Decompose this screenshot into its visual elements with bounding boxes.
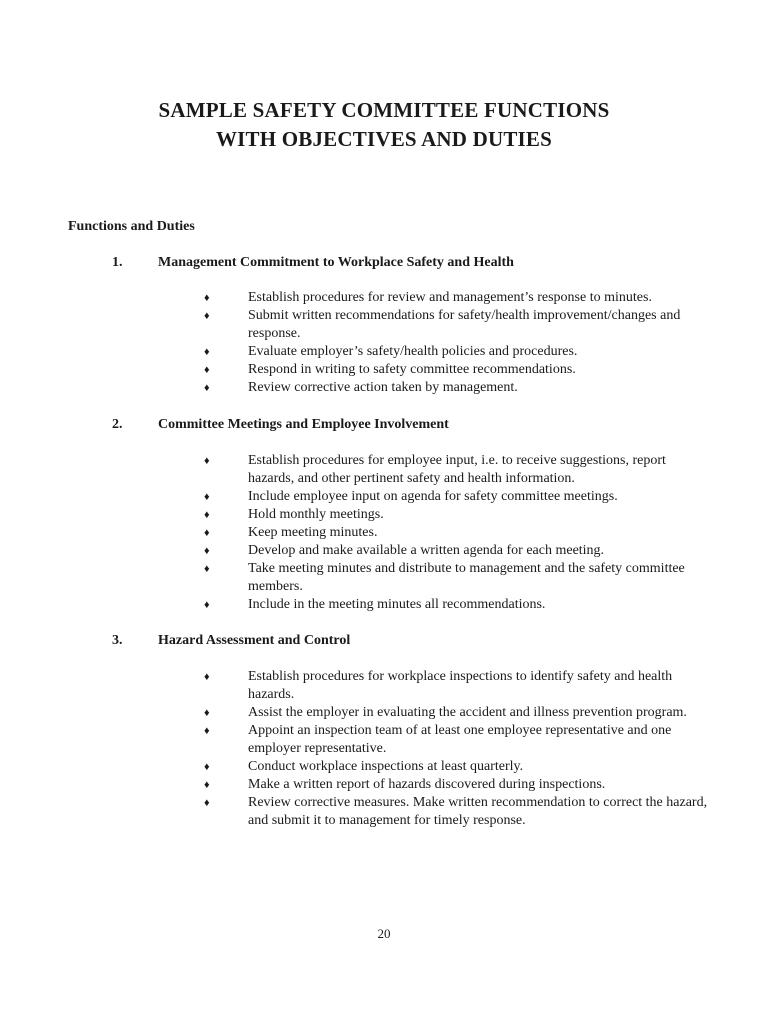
diamond-bullet-icon: ♦ (204, 491, 210, 503)
diamond-bullet-icon: ♦ (204, 346, 210, 358)
list-item: ♦ Take meeting minutes and distribute to management and the safety committee members. (200, 560, 710, 596)
diamond-bullet-icon: ♦ (204, 797, 210, 809)
page-number: 20 (377, 926, 391, 941)
list-item: ♦ Include employee input on agenda for safety committee meetings. (200, 488, 710, 506)
list-item: ♦ Assist the employer in evaluating the accident and illness prevention program. (200, 704, 710, 722)
list-item: ♦ Review corrective measures. Make written recommendation to correct the hazard, and submit it to management for timely response. (200, 794, 710, 830)
diamond-bullet-icon: ♦ (204, 382, 210, 394)
section-1-number: 1. (112, 255, 123, 270)
section-1-list (200, 289, 710, 397)
section-1-title: Management Commitment to Workplace Safety and Health (158, 255, 514, 270)
functions-duties-heading: Functions and Duties (68, 219, 195, 234)
list-item: ♦ Respond in writing to safety committee recommendations. (200, 361, 710, 379)
list-item: ♦ Hold monthly meetings. (200, 506, 710, 524)
page-title-line-1: SAMPLE SAFETY COMMITTEE FUNCTIONS (158, 98, 610, 122)
diamond-bullet-icon: ♦ (204, 707, 210, 719)
list-item: ♦ Appoint an inspection team of at least one employee representative and one employer representative. (200, 722, 710, 758)
section-3-title: Hazard Assessment and Control (158, 633, 351, 648)
list-item: ♦ Include in the meeting minutes all recommendations. (200, 596, 710, 614)
list-item: ♦ Conduct workplace inspections at least quarterly. (200, 758, 710, 776)
list-item: ♦ Keep meeting minutes. (200, 524, 710, 542)
diamond-bullet-icon: ♦ (204, 545, 210, 557)
section-3-heading (112, 632, 350, 650)
diamond-bullet-icon: ♦ (204, 455, 210, 467)
diamond-bullet-icon: ♦ (204, 779, 210, 791)
diamond-bullet-icon: ♦ (204, 509, 210, 521)
section-2-list (200, 452, 710, 614)
diamond-bullet-icon: ♦ (204, 527, 210, 539)
section-3-list (200, 668, 710, 830)
list-item: ♦ Submit written recommendations for safety/health improvement/changes and response. (200, 307, 710, 343)
page-title-line-2: WITH OBJECTIVES AND DUTIES (215, 127, 553, 151)
section-2-heading (112, 416, 449, 434)
diamond-bullet-icon: ♦ (204, 364, 210, 376)
section-2-number: 2. (112, 417, 123, 432)
diamond-bullet-icon: ♦ (204, 725, 210, 737)
list-item: ♦ Develop and make available a written agenda for each meeting. (200, 542, 710, 560)
section-3-number: 3. (112, 633, 123, 648)
diamond-bullet-icon: ♦ (204, 761, 210, 773)
diamond-bullet-icon: ♦ (204, 310, 210, 322)
list-item: ♦ Establish procedures for review and management’s response to minutes. (200, 289, 710, 307)
list-item: ♦ Establish procedures for workplace inspections to identify safety and health hazards. (200, 668, 710, 704)
list-item: ♦ Establish procedures for employee input, i.e. to receive suggestions, report hazards, and other pertinent safety and health information. (200, 452, 710, 488)
section-1-heading (112, 254, 514, 272)
list-item: ♦ Review corrective action taken by management. (200, 379, 710, 397)
section-2-title: Committee Meetings and Employee Involvement (158, 417, 449, 432)
diamond-bullet-icon: ♦ (204, 599, 210, 611)
diamond-bullet-icon: ♦ (204, 292, 210, 304)
list-item: ♦ Make a written report of hazards discovered during inspections. (200, 776, 710, 794)
diamond-bullet-icon: ♦ (204, 563, 210, 575)
list-item: ♦ Evaluate employer’s safety/health policies and procedures. (200, 343, 710, 361)
page-title (0, 96, 768, 154)
diamond-bullet-icon: ♦ (204, 671, 210, 683)
